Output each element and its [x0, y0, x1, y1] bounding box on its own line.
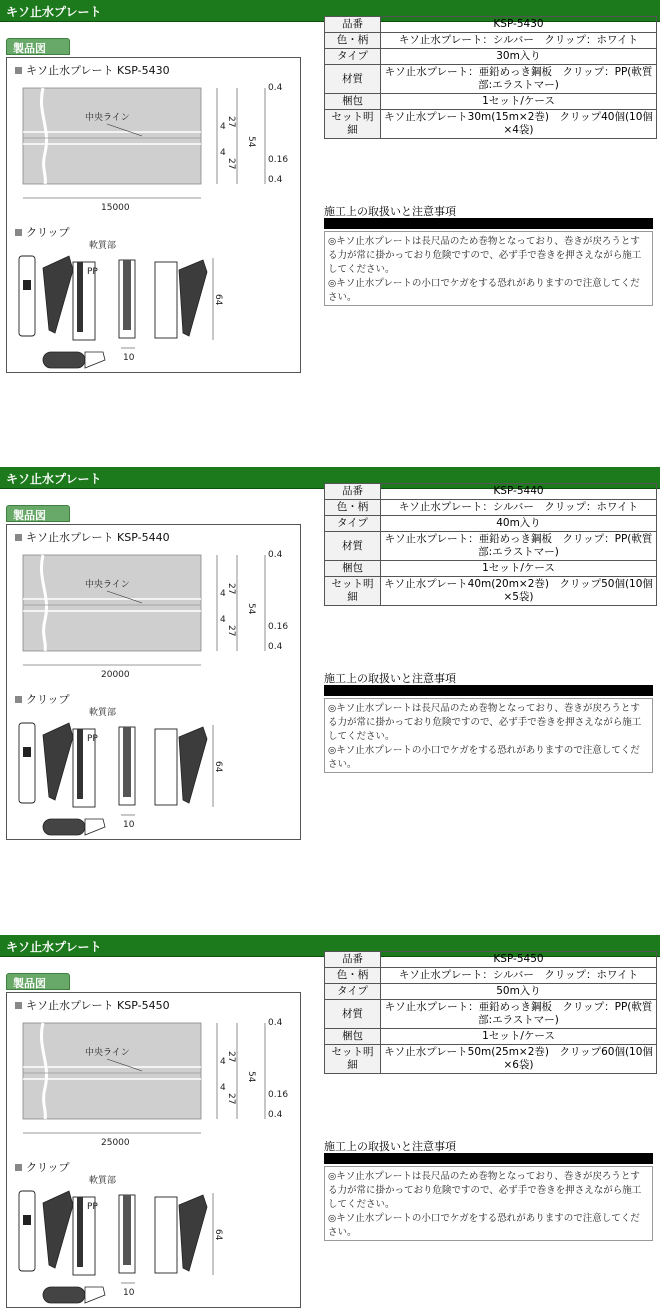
dim-groove-lower: 4	[220, 615, 226, 625]
dim-thickness-bottom: 0.4	[268, 1110, 283, 1120]
notes-bar	[324, 218, 653, 229]
spec-key: 色・柄	[325, 33, 381, 49]
dim-upper: 27	[226, 116, 236, 128]
clip-back-view	[155, 1197, 177, 1273]
clip-back-angled	[179, 727, 207, 803]
notes-body	[324, 698, 653, 773]
note-item: ◎キソ止水プレートは長尺品のため巻物となっており、巻きが戻ろうとする力が常に掛かっており危険ですので、必ず手で巻きを押さえながら施工してください。	[328, 236, 642, 275]
dim-thickness-top: 0.4	[268, 83, 283, 93]
product-drawing	[6, 524, 301, 840]
spec-key: タイプ	[325, 984, 381, 1000]
clip-edge-soft	[123, 260, 131, 330]
clip-edge-soft	[123, 727, 131, 797]
clip-side-view	[19, 723, 35, 803]
clip-height-value: 64	[213, 294, 223, 306]
spec-row	[325, 1029, 657, 1045]
spec-value: KSP-5450	[381, 952, 657, 968]
clip-soft-part	[77, 1197, 83, 1267]
clip-width-value: 10	[123, 353, 135, 363]
spec-row	[325, 484, 657, 500]
product-section	[0, 935, 660, 1309]
dim-thickness-top: 0.4	[268, 550, 283, 560]
length-value: 25000	[101, 1138, 130, 1148]
spec-key: 梱包	[325, 1029, 381, 1045]
clip-back-angled	[179, 1195, 207, 1271]
spec-value: KSP-5430	[381, 17, 657, 33]
clip-drawings	[19, 706, 223, 835]
product-drawing-tab	[6, 973, 70, 990]
clip-slot	[23, 1215, 31, 1225]
clip-soft-part	[77, 262, 83, 332]
spec-value: キソ止水プレート30m(15m×2巻) クリップ40個(10個×4袋)	[381, 110, 657, 139]
spec-row	[325, 17, 657, 33]
spec-key: 品番	[325, 17, 381, 33]
spec-key: 品番	[325, 952, 381, 968]
spec-rows	[325, 17, 657, 139]
spec-row	[325, 1000, 657, 1029]
product-label: キソ止水プレート KSP-5440	[26, 531, 170, 544]
plate-shape	[23, 1023, 201, 1119]
product-drawing-tab	[6, 505, 70, 522]
clip-angled-view	[43, 256, 73, 333]
spec-row	[325, 49, 657, 65]
clip-width-value: 10	[123, 1288, 135, 1298]
notes-title: 施工上の取扱いと注意事項	[324, 1140, 456, 1153]
spec-key: セット明細	[325, 1045, 381, 1074]
technical-drawing	[7, 525, 302, 841]
section-title: キソ止水プレート	[6, 472, 102, 486]
plate-shape	[23, 555, 201, 651]
clip-label: クリップ	[26, 693, 70, 706]
spec-value: キソ止水プレート：シルバー クリップ：ホワイト	[381, 968, 657, 984]
spec-row	[325, 516, 657, 532]
soft-part-label: 軟質部	[89, 1176, 117, 1186]
spec-value: 50m入り	[381, 984, 657, 1000]
spec-key: 梱包	[325, 94, 381, 110]
product-drawing-tab	[6, 38, 70, 55]
spec-value: キソ止水プレート40m(20m×2巻) クリップ50個(10個×5袋)	[381, 577, 657, 606]
clip-soft-part	[77, 729, 83, 799]
note-item: ◎キソ止水プレートの小口でケガをする恐れがありますので注意してください。	[328, 745, 640, 770]
spec-row	[325, 500, 657, 516]
clip-slot	[23, 747, 31, 757]
center-line-label: 中央ライン	[85, 580, 130, 590]
clip-back-view	[155, 729, 177, 805]
product-drawing	[6, 992, 301, 1308]
dim-groove-lower: 4	[220, 148, 226, 158]
spec-table	[324, 16, 657, 139]
clip-side-view	[19, 1191, 35, 1271]
spec-value: キソ止水プレート50m(25m×2巻) クリップ60個(10個×6袋)	[381, 1045, 657, 1074]
product-drawing-tab-label: 製品図	[13, 42, 46, 55]
clip-slot	[23, 280, 31, 290]
spec-row	[325, 33, 657, 49]
length-value: 20000	[101, 670, 130, 680]
spec-key: 品番	[325, 484, 381, 500]
spec-row	[325, 984, 657, 1000]
clip-back-view	[155, 262, 177, 338]
clip-angled-view	[43, 723, 73, 800]
plate-shape	[23, 88, 201, 184]
dim-total: 54	[246, 603, 256, 615]
notes-bar	[324, 685, 653, 696]
clip-height-value: 64	[213, 1229, 223, 1241]
clip-top-view	[43, 819, 85, 835]
spec-key: 材質	[325, 1000, 381, 1029]
dim-thickness-bottom: 0.4	[268, 175, 283, 185]
spec-key: セット明細	[325, 577, 381, 606]
clip-width-value: 10	[123, 820, 135, 830]
dim-upper: 27	[226, 583, 236, 595]
spec-value: 40m入り	[381, 516, 657, 532]
spec-row	[325, 577, 657, 606]
spec-value: キソ止水プレート：シルバー クリップ：ホワイト	[381, 33, 657, 49]
clip-label: クリップ	[26, 226, 70, 239]
section-title: キソ止水プレート	[6, 940, 102, 954]
note-item: ◎キソ止水プレートは長尺品のため巻物となっており、巻きが戻ろうとする力が常に掛かっており危険ですので、必ず手で巻きを押さえながら施工してください。	[328, 703, 642, 742]
notes-title: 施工上の取扱いと注意事項	[324, 205, 456, 218]
dim-groove-lower: 4	[220, 1083, 226, 1093]
clip-angled-view	[43, 1191, 73, 1268]
spec-value: キソ止水プレート：亜鉛めっき鋼板 クリップ：PP(軟質部:エラストマー)	[381, 532, 657, 561]
dim-groove-depth: 0.16	[268, 1090, 289, 1100]
spec-row	[325, 110, 657, 139]
spec-row	[325, 94, 657, 110]
spec-key: 色・柄	[325, 500, 381, 516]
spec-row	[325, 532, 657, 561]
product-drawing-tab-label: 製品図	[13, 977, 46, 990]
spec-rows	[325, 952, 657, 1074]
dim-total: 54	[246, 136, 256, 148]
clip-edge-soft	[123, 1195, 131, 1265]
notes-title: 施工上の取扱いと注意事項	[324, 672, 456, 685]
spec-value: KSP-5440	[381, 484, 657, 500]
spec-row	[325, 952, 657, 968]
length-value: 15000	[101, 203, 130, 213]
spec-rows	[325, 484, 657, 606]
spec-key: 材質	[325, 532, 381, 561]
dim-groove-upper: 4	[220, 589, 226, 599]
technical-drawing	[7, 993, 302, 1309]
pp-label: PP	[87, 267, 98, 277]
spec-value: キソ止水プレート：シルバー クリップ：ホワイト	[381, 500, 657, 516]
clip-side-view	[19, 256, 35, 336]
spec-row	[325, 561, 657, 577]
clip-top-view	[43, 352, 85, 368]
spec-row	[325, 1045, 657, 1074]
note-item: ◎キソ止水プレートは長尺品のため巻物となっており、巻きが戻ろうとする力が常に掛かっており危険ですので、必ず手で巻きを押さえながら施工してください。	[328, 1171, 642, 1210]
dim-thickness-bottom: 0.4	[268, 642, 283, 652]
spec-table	[324, 483, 657, 606]
spec-key: タイプ	[325, 516, 381, 532]
product-drawing	[6, 57, 301, 373]
dim-groove-depth: 0.16	[268, 155, 289, 165]
pp-label: PP	[87, 734, 98, 744]
spec-key: タイプ	[325, 49, 381, 65]
pp-label: PP	[87, 1202, 98, 1212]
spec-key: 梱包	[325, 561, 381, 577]
spec-value: 30m入り	[381, 49, 657, 65]
product-section	[0, 0, 660, 440]
dim-groove-upper: 4	[220, 1057, 226, 1067]
product-label: キソ止水プレート KSP-5450	[26, 999, 170, 1012]
section-title: キソ止水プレート	[6, 5, 102, 19]
dim-lower: 27	[226, 158, 236, 170]
dim-lower: 27	[226, 625, 236, 637]
clip-drawings	[19, 239, 223, 368]
clip-height-value: 64	[213, 761, 223, 773]
clip-label: クリップ	[26, 1161, 70, 1174]
product-section	[0, 467, 660, 907]
clip-fork	[85, 352, 105, 368]
dim-upper: 27	[226, 1051, 236, 1063]
notes-bar	[324, 1153, 653, 1164]
clip-drawings	[19, 1174, 223, 1303]
spec-table	[324, 951, 657, 1074]
technical-drawing	[7, 58, 302, 374]
soft-part-label: 軟質部	[89, 708, 117, 718]
spec-row	[325, 968, 657, 984]
spec-value: 1セット/ケース	[381, 94, 657, 110]
soft-part-label: 軟質部	[89, 241, 117, 251]
dim-thickness-top: 0.4	[268, 1018, 283, 1028]
clip-back-angled	[179, 260, 207, 336]
dim-groove-upper: 4	[220, 122, 226, 132]
spec-value: キソ止水プレート：亜鉛めっき鋼板 クリップ：PP(軟質部:エラストマー)	[381, 65, 657, 94]
spec-value: キソ止水プレート：亜鉛めっき鋼板 クリップ：PP(軟質部:エラストマー)	[381, 1000, 657, 1029]
clip-top-view	[43, 1287, 85, 1303]
spec-value: 1セット/ケース	[381, 1029, 657, 1045]
spec-key: 材質	[325, 65, 381, 94]
spec-key: セット明細	[325, 110, 381, 139]
clip-fork	[85, 1287, 105, 1303]
note-item: ◎キソ止水プレートの小口でケガをする恐れがありますので注意してください。	[328, 1213, 640, 1238]
dim-groove-depth: 0.16	[268, 622, 289, 632]
clip-fork	[85, 819, 105, 835]
product-label: キソ止水プレート KSP-5430	[26, 64, 170, 77]
note-item: ◎キソ止水プレートの小口でケガをする恐れがありますので注意してください。	[328, 278, 640, 303]
spec-key: 色・柄	[325, 968, 381, 984]
product-drawing-tab-label: 製品図	[13, 509, 46, 522]
spec-value: 1セット/ケース	[381, 561, 657, 577]
spec-row	[325, 65, 657, 94]
dim-lower: 27	[226, 1093, 236, 1105]
center-line-label: 中央ライン	[85, 113, 130, 123]
notes-body	[324, 231, 653, 306]
notes-body	[324, 1166, 653, 1241]
dim-total: 54	[246, 1071, 256, 1083]
center-line-label: 中央ライン	[85, 1048, 130, 1058]
